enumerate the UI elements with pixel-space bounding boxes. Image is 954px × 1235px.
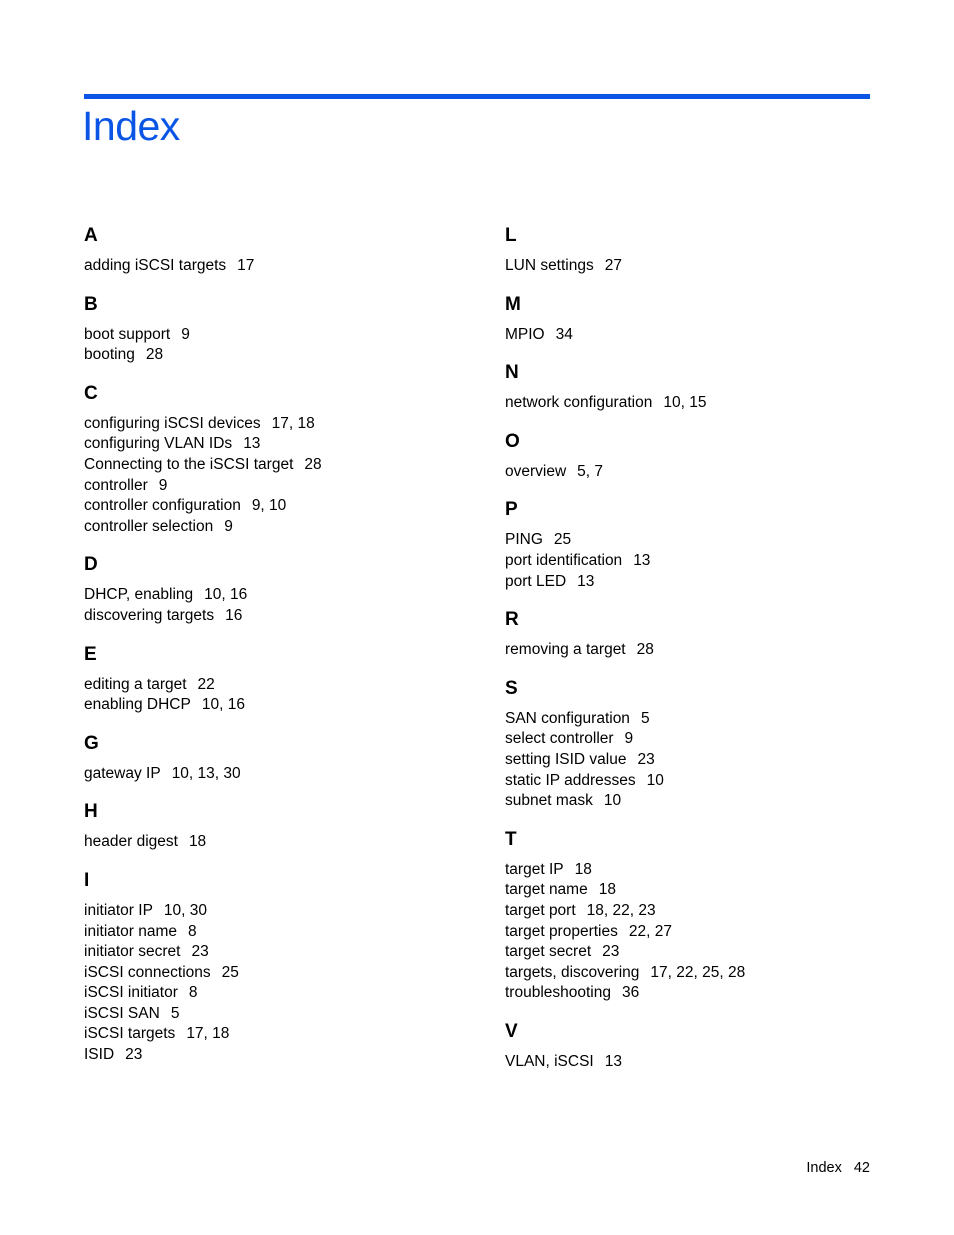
index-term: iSCSI connections xyxy=(84,963,211,981)
index-entry xyxy=(84,1024,464,1045)
index-page-ref[interactable]: 10, 16 xyxy=(204,586,248,604)
index-entry xyxy=(84,764,464,785)
index-entry xyxy=(84,256,464,277)
index-entry xyxy=(505,942,885,963)
index-term: static IP addresses xyxy=(505,771,636,789)
index-entry-list xyxy=(84,832,464,853)
index-letter-heading: N xyxy=(505,362,519,384)
index-section-s xyxy=(505,676,885,812)
index-entry xyxy=(505,462,885,483)
index-page-ref[interactable]: 10, 15 xyxy=(663,394,707,412)
index-section-v xyxy=(505,1019,885,1073)
index-term: targets, discovering xyxy=(505,963,640,981)
index-entry-list xyxy=(84,585,464,626)
index-term: Connecting to the iSCSI target xyxy=(84,455,294,473)
index-entry xyxy=(84,695,464,716)
index-entry xyxy=(505,729,885,750)
index-entry xyxy=(505,551,885,572)
index-term: target properties xyxy=(505,922,618,940)
index-column-right xyxy=(505,223,885,1087)
index-term: SAN configuration xyxy=(505,709,630,727)
index-section-a xyxy=(84,223,464,277)
index-entry-list xyxy=(505,393,885,414)
index-page-ref[interactable]: 27 xyxy=(604,257,622,274)
index-page-ref[interactable]: 13 xyxy=(633,551,651,569)
index-page-ref[interactable]: 10, 16 xyxy=(201,696,245,714)
index-entry xyxy=(505,771,885,792)
index-letter-heading: T xyxy=(505,828,517,850)
index-term: iSCSI initiator xyxy=(84,984,178,1002)
index-term: discovering targets xyxy=(84,606,215,624)
index-page-ref[interactable]: 23 xyxy=(637,750,655,768)
index-entry-list xyxy=(84,901,464,1066)
index-letter-heading: C xyxy=(84,382,98,404)
index-entry xyxy=(84,832,464,853)
index-section-t xyxy=(505,827,885,1004)
index-entry xyxy=(84,496,464,517)
index-letter-heading: S xyxy=(505,677,518,699)
index-page-ref[interactable]: 25 xyxy=(553,531,572,549)
index-entry xyxy=(505,922,885,943)
index-page-ref[interactable]: 23 xyxy=(191,943,209,961)
index-page-ref[interactable]: 9 xyxy=(158,476,168,494)
index-page-ref[interactable]: 5 xyxy=(640,709,650,727)
index-column-left xyxy=(84,223,464,1081)
index-term: target IP xyxy=(505,860,564,878)
footer-page-number: 42 xyxy=(853,1160,870,1176)
index-page-ref[interactable]: 9 xyxy=(181,325,190,343)
index-entry xyxy=(84,585,464,606)
index-section-r xyxy=(505,607,885,661)
index-entry xyxy=(84,325,464,346)
index-letter-heading: G xyxy=(84,732,99,754)
index-page-ref[interactable]: 28 xyxy=(145,346,164,364)
index-entry xyxy=(84,414,464,435)
index-page-ref[interactable]: 18 xyxy=(188,833,207,851)
index-letter-heading: O xyxy=(505,430,520,452)
index-term: gateway IP xyxy=(84,764,161,782)
title-rule xyxy=(84,94,870,99)
index-letter-heading: M xyxy=(505,293,521,315)
index-page-ref[interactable]: 22, 27 xyxy=(628,922,672,940)
index-letter-heading: B xyxy=(84,293,98,315)
index-term: setting ISID value xyxy=(505,750,627,768)
index-page-ref[interactable]: 5 xyxy=(170,1004,180,1022)
index-page-ref[interactable]: 25 xyxy=(221,963,239,981)
index-term: booting xyxy=(84,346,135,364)
index-entry-list xyxy=(84,414,464,538)
index-entry xyxy=(84,345,464,366)
index-term: LUN settings xyxy=(505,257,594,274)
index-page-ref[interactable]: 18 xyxy=(598,881,616,899)
index-entry xyxy=(84,675,464,696)
index-letter-heading: A xyxy=(84,225,98,246)
index-page-ref[interactable]: 23 xyxy=(602,943,620,961)
index-entry-list xyxy=(505,640,885,661)
index-page-ref[interactable]: 9 xyxy=(624,730,634,748)
index-page-ref[interactable]: 8 xyxy=(188,984,198,1002)
index-page-ref[interactable]: 17, 18 xyxy=(271,414,315,432)
index-term: target name xyxy=(505,881,588,899)
index-entry-list xyxy=(505,256,885,277)
index-section-b xyxy=(84,292,464,366)
index-page-ref[interactable]: 18 xyxy=(574,860,592,878)
index-section-c xyxy=(84,381,464,538)
footer-section-label: Index xyxy=(806,1160,842,1176)
index-letter-heading: R xyxy=(505,609,519,631)
page-title: Index xyxy=(82,103,180,149)
index-page-ref[interactable]: 22 xyxy=(197,675,215,693)
index-term: port LED xyxy=(505,572,567,590)
index-section-h xyxy=(84,799,464,853)
index-letter-heading: V xyxy=(505,1020,518,1042)
index-entry xyxy=(84,1004,464,1025)
index-entry-list xyxy=(84,675,464,716)
index-term: initiator secret xyxy=(84,943,181,961)
index-entry xyxy=(505,325,885,346)
index-section-l xyxy=(505,223,885,277)
index-page-ref[interactable]: 18, 22, 23 xyxy=(586,901,656,919)
index-term: MPIO xyxy=(505,325,545,343)
index-entry-list xyxy=(84,256,464,277)
index-entry xyxy=(505,640,885,661)
index-term: target secret xyxy=(505,943,592,961)
index-page-ref[interactable]: 9, 10 xyxy=(251,497,287,515)
index-entry xyxy=(84,517,464,538)
index-entry-list xyxy=(505,860,885,1004)
index-entry xyxy=(84,606,464,627)
index-letter-heading: P xyxy=(505,499,518,521)
index-entry xyxy=(84,901,464,922)
index-page-ref[interactable]: 23 xyxy=(125,1046,143,1064)
index-entry xyxy=(84,922,464,943)
index-section-p xyxy=(505,497,885,592)
page-footer xyxy=(806,1158,870,1178)
index-section-n xyxy=(505,360,885,414)
index-term: target port xyxy=(505,901,576,919)
index-page-ref[interactable]: 5, 7 xyxy=(577,462,604,480)
index-entry xyxy=(84,434,464,455)
index-page-ref[interactable]: 10, 30 xyxy=(163,901,208,919)
index-letter-heading: L xyxy=(505,225,517,246)
index-entry xyxy=(84,983,464,1004)
index-entry xyxy=(505,750,885,771)
index-entry xyxy=(505,393,885,414)
index-page-ref[interactable]: 13 xyxy=(577,572,595,590)
index-entry-list xyxy=(505,530,885,592)
index-term: ISID xyxy=(84,1046,115,1064)
index-entry xyxy=(505,256,885,277)
index-section-i xyxy=(84,868,464,1066)
index-term: VLAN, iSCSI xyxy=(505,1052,594,1070)
index-page-ref[interactable]: 10 xyxy=(646,771,664,789)
index-term: PING xyxy=(505,531,543,549)
index-term: header digest xyxy=(84,833,178,851)
index-page-ref[interactable]: 9 xyxy=(224,517,233,535)
index-entry xyxy=(84,455,464,476)
index-entry xyxy=(84,942,464,963)
index-entry xyxy=(84,476,464,497)
index-page-ref[interactable]: 10, 13, 30 xyxy=(171,764,241,782)
index-term: controller selection xyxy=(84,517,214,535)
index-entry xyxy=(505,1052,885,1073)
index-letter-heading: I xyxy=(84,869,90,891)
index-section-g xyxy=(84,731,464,785)
index-page-ref[interactable]: 17 xyxy=(237,257,255,274)
index-entry xyxy=(505,530,885,551)
index-page-ref[interactable]: 34 xyxy=(555,325,573,343)
index-term: controller xyxy=(84,476,148,494)
index-letter-heading: H xyxy=(84,801,98,823)
index-entry xyxy=(505,901,885,922)
index-entry-list xyxy=(505,709,885,812)
index-term: enabling DHCP xyxy=(84,696,191,714)
index-page-ref[interactable]: 13 xyxy=(243,435,261,453)
index-entry xyxy=(505,880,885,901)
index-section-o xyxy=(505,429,885,483)
index-entry xyxy=(505,709,885,730)
index-term: port identification xyxy=(505,551,623,569)
index-page-ref[interactable]: 16 xyxy=(225,606,243,624)
index-term: iSCSI targets xyxy=(84,1025,176,1043)
index-entry xyxy=(505,572,885,593)
index-term: iSCSI SAN xyxy=(84,1004,160,1022)
index-entry xyxy=(505,860,885,881)
index-page-ref[interactable]: 28 xyxy=(304,455,322,473)
index-term: initiator name xyxy=(84,922,178,940)
index-entry-list xyxy=(84,764,464,785)
index-term: controller configuration xyxy=(84,497,241,515)
index-term: configuring iSCSI devices xyxy=(84,414,261,432)
index-page-ref[interactable]: 13 xyxy=(604,1052,622,1070)
index-term: removing a target xyxy=(505,641,626,659)
index-entry xyxy=(84,1045,464,1066)
index-section-m xyxy=(505,292,885,346)
index-page-ref[interactable]: 17, 18 xyxy=(186,1025,230,1043)
index-letter-heading: D xyxy=(84,554,98,576)
index-term: DHCP, enabling xyxy=(84,586,194,604)
index-section-d xyxy=(84,552,464,626)
index-page-ref[interactable]: 17, 22, 25, 28 xyxy=(650,963,746,981)
index-term: configuring VLAN IDs xyxy=(84,435,233,453)
index-term: boot support xyxy=(84,325,171,343)
index-term: editing a target xyxy=(84,675,187,693)
index-term: adding iSCSI targets xyxy=(84,257,227,274)
index-entry xyxy=(505,791,885,812)
index-entry-list xyxy=(84,325,464,366)
index-entry xyxy=(505,963,885,984)
index-entry-list xyxy=(505,462,885,483)
index-page-ref[interactable]: 10 xyxy=(603,792,622,810)
index-page-ref[interactable]: 28 xyxy=(636,641,654,659)
index-term: select controller xyxy=(505,730,614,748)
index-page-ref[interactable]: 8 xyxy=(188,922,197,940)
index-term: overview xyxy=(505,462,567,480)
index-section-e xyxy=(84,642,464,716)
index-term: troubleshooting xyxy=(505,984,611,1002)
index-entry xyxy=(505,983,885,1004)
index-term: initiator IP xyxy=(84,901,153,919)
index-entry xyxy=(84,963,464,984)
index-entry-list xyxy=(505,1052,885,1073)
index-letter-heading: E xyxy=(84,643,97,665)
index-term: network configuration xyxy=(505,394,653,412)
index-page-ref[interactable]: 36 xyxy=(622,984,640,1002)
index-term: subnet mask xyxy=(505,792,593,810)
index-entry-list xyxy=(505,325,885,346)
